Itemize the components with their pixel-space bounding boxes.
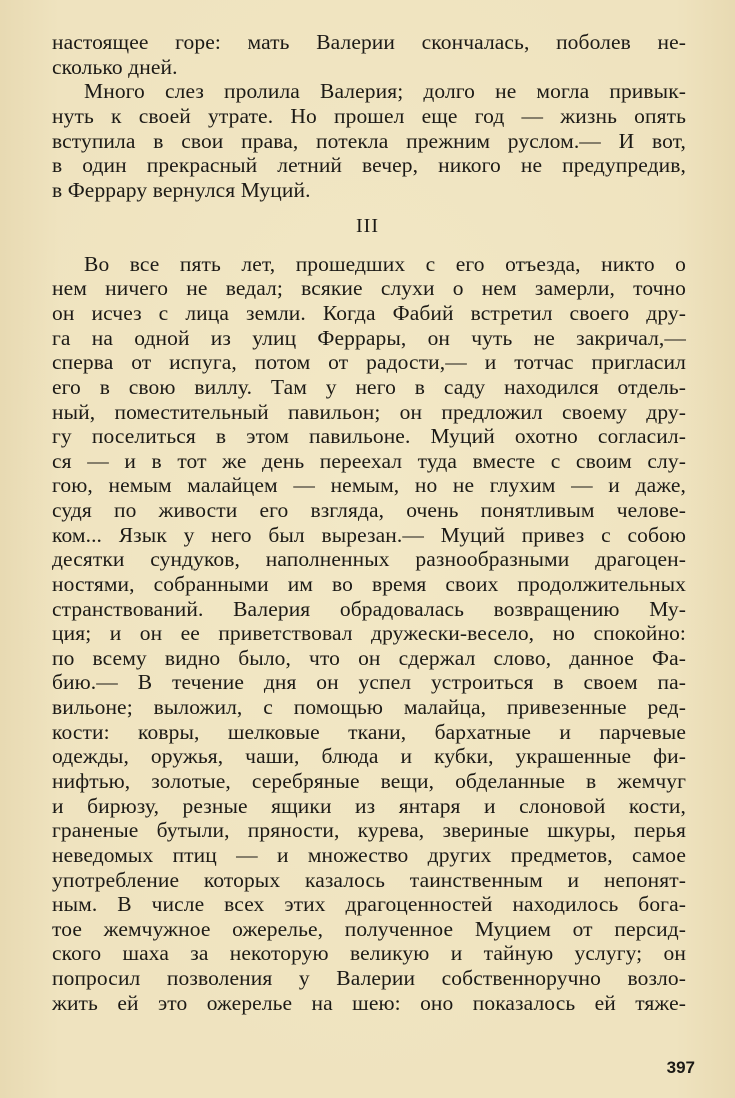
page-number: 397 (666, 1058, 695, 1077)
text-line: в один прекрасный летний вечер, никого не предупредив, (52, 153, 686, 178)
text-line: и бирюзу, резные ящики из янтаря и слоновой кости, (52, 793, 686, 818)
text-line: странствований. Валерия обрадовалась возвращению Му- (52, 596, 686, 621)
text-line: ского шаха за некоторую великую и тайную услугу; он (52, 941, 686, 966)
text-line: тое жемчужное ожерелье, полученное Муцием от персид- (52, 916, 686, 941)
text-line: нем ничего не ведал; всякие слухи о нем замерли, точно (52, 276, 686, 301)
text-line: вильоне; выложил, с помощью малайца, привезенные ред- (52, 695, 686, 720)
text-line: ным. В числе всех этих драгоценностей находилось бога- (52, 892, 686, 917)
text-line: неведомых птиц — и множество других предметов, самое (52, 842, 686, 867)
text-line: Много слез пролила Валерия; долго не могла привык- (84, 79, 686, 104)
text-line: гою, немым малайцем — немым, но не глухим — и даже, (52, 473, 686, 498)
text-line: га на одной из улиц Феррары, он чуть не закричал,— (52, 325, 686, 350)
text-line: сперва от испуга, потом от радости,— и тотчас пригласил (52, 350, 686, 375)
text-line: Во все пять лет, прошедших с его отъезда, никто о (84, 251, 686, 276)
text-line: он исчез с лица земли. Когда Фабий встретил своего дру- (52, 300, 686, 325)
text-line: гу поселиться в этом павильоне. Муций охотно согласил- (52, 424, 686, 449)
text-line: ся — и в тот же день переехал туда вместе с своим слу- (52, 448, 686, 473)
text-line: кости: ковры, шелковые ткани, бархатные и парчевые (52, 719, 686, 744)
text-line: ный, поместительный павильон; он предложил своему дру- (52, 399, 686, 424)
text-line: вступила в свои права, потекла прежним руслом.— И вот, (52, 128, 686, 153)
text-line: сколько дней. (52, 54, 178, 79)
text-line: одежды, оружья, чаши, блюда и кубки, украшенные фи- (52, 744, 686, 769)
text-line: жить ей это ожерелье на шею: оно показалось ей тяже- (52, 990, 686, 1015)
text-line: в Феррару вернулся Муций. (52, 177, 311, 202)
text-line: бию.— В течение дня он успел устроиться в своем па- (52, 670, 686, 695)
text-line: десятки сундуков, наполненных разнообразными драгоцен- (52, 547, 686, 572)
text-line: по всему видно было, что он сдержал слово, данное Фа- (52, 645, 686, 670)
text-line: его в свою виллу. Там у него в саду находился отдель- (52, 374, 686, 399)
text-line: ностями, собранными им во время своих продолжительных (52, 571, 686, 596)
text-line: нуть к своей утрате. Но прошел еще год — жизнь опять (52, 103, 686, 128)
text-line: граненые бутыли, пряности, курева, звериные шкуры, перья (52, 818, 686, 843)
text-line: нифтью, золотые, серебряные вещи, обделанные в жемчуг (52, 769, 686, 794)
text-line: судя по живости его взгляда, очень понятливым челове- (52, 498, 686, 523)
text-line: употребление которых казалось таинственным и непонят- (52, 867, 686, 892)
chapter-heading: III (356, 214, 379, 237)
text-line: ция; и он ее приветствовал дружески-весело, но спокойно: (52, 621, 686, 646)
text-line: ком... Язык у него был вырезан.— Муций привез с собою (52, 522, 686, 547)
text-line: попросил позволения у Валерии собственноручно возло- (52, 966, 686, 991)
text-line: настоящее горе: мать Валерии скончалась, поболев не- (52, 30, 686, 54)
